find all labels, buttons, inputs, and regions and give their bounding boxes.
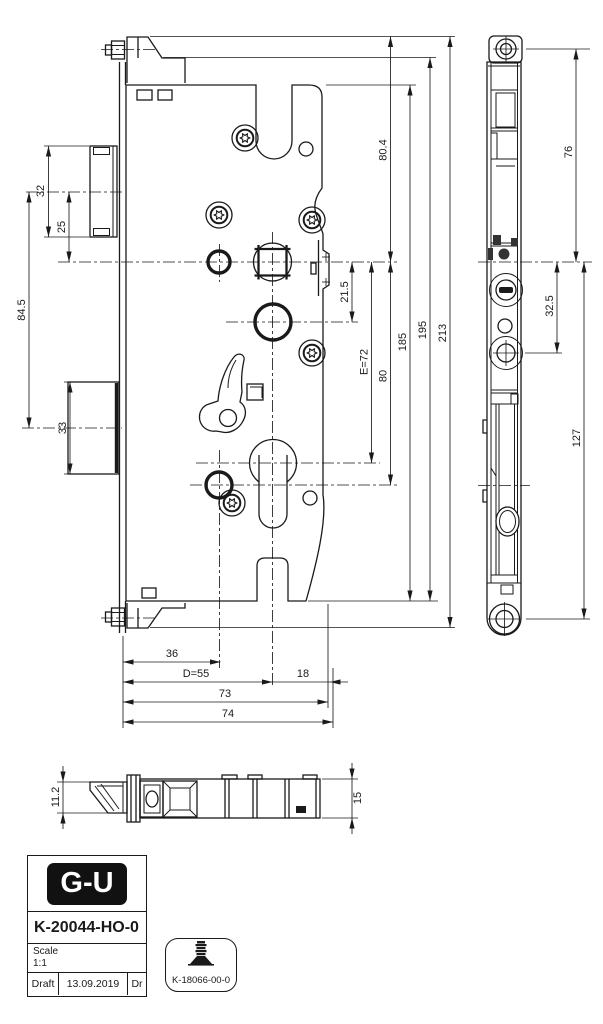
dim-faceplate-to-aux: 36 — [165, 648, 179, 660]
plan-view — [90, 775, 320, 822]
torx-screw — [299, 340, 325, 366]
case-slot-hole — [142, 588, 156, 598]
revision-row — [28, 973, 146, 995]
dim-follower-to-aux: 80 — [377, 369, 390, 383]
case-slot-hole — [158, 90, 172, 100]
title-block — [27, 855, 147, 997]
dim-latch-height: 32 — [35, 184, 47, 198]
top-fixing-tab — [127, 37, 185, 83]
side-dimensions — [525, 49, 590, 619]
dim-latch-projection: 11.2 — [50, 786, 62, 808]
plan-tab — [248, 775, 262, 779]
dim-overall-height: 213 — [437, 323, 449, 343]
scale-row — [28, 944, 146, 973]
plan-tab — [303, 775, 317, 779]
small-port-hole — [499, 249, 510, 260]
plan-faceplate — [127, 775, 140, 822]
dim-latch-to-follower: 25 — [56, 220, 68, 234]
torx-screw — [206, 202, 232, 228]
logo-row — [28, 856, 146, 912]
dim-top-to-follower: 80.4 — [377, 139, 390, 161]
dim-case-height: 185 — [397, 332, 409, 352]
round-hole — [299, 142, 313, 156]
dim-case-depth: 73 — [218, 688, 232, 700]
locking-cam-lever — [199, 354, 245, 432]
cross-screw-hole — [490, 337, 523, 370]
front-view — [22, 37, 397, 688]
dim-deadbolt-height: 33 — [57, 421, 69, 435]
accessory-box — [165, 938, 237, 992]
dim-overall-depth: 74 — [221, 708, 235, 720]
round-hole — [498, 319, 512, 333]
side-window — [496, 93, 515, 127]
drawn-label: Dr — [131, 978, 143, 990]
round-hole — [303, 491, 317, 505]
dim-backplate-height: 195 — [417, 320, 429, 340]
stop-block — [247, 384, 263, 400]
bottom-faceplate-screw — [112, 608, 125, 626]
side-body-outline — [487, 62, 521, 635]
lock-case-outline — [126, 85, 329, 601]
plan-follower-hole — [146, 791, 158, 807]
torx-screw — [299, 207, 325, 233]
front-dimensions — [16, 37, 455, 729]
top-screw — [493, 36, 519, 62]
dim-latch-to-deadbolt: 84.5 — [16, 299, 28, 321]
cylinder-slot — [496, 507, 519, 536]
dim-distance-e: E=72 — [358, 349, 371, 375]
dim-follower-to-hole: 32.5 — [544, 295, 556, 317]
side-clip — [311, 263, 316, 274]
case-slot-hole — [137, 90, 152, 100]
dim-backset: D=55 — [182, 668, 210, 680]
bottom-fixing-tab — [127, 603, 185, 628]
draft-label: Draft — [28, 973, 59, 995]
plan-chamfer-block — [163, 781, 197, 817]
scale-label: Scale — [33, 946, 59, 957]
top-faceplate-screw — [112, 41, 125, 59]
countersunk-screw-icon — [166, 939, 236, 969]
scale-value: 1:1 — [33, 958, 47, 969]
plan-latch-bevel — [90, 782, 127, 813]
dim-axis-to-back: 18 — [296, 668, 310, 680]
plan-screw-detail — [296, 806, 306, 813]
side-view — [478, 36, 592, 636]
accessory-part-number: K-18066-00-0 — [171, 975, 231, 986]
dim-case-thickness: 15 — [352, 791, 364, 805]
dim-follower-to-hub: 21.5 — [339, 281, 351, 303]
torx-screw — [232, 125, 258, 151]
torx-screw — [219, 490, 245, 516]
draft-date: 13.09.2019 — [59, 973, 128, 995]
part-number: K-20044-HO-0 — [28, 912, 146, 944]
euro-cylinder-hole — [250, 440, 297, 529]
dim-follower-to-bottom-screw: 127 — [571, 428, 583, 448]
plan-tab — [222, 775, 237, 779]
gu-logo: G-U — [47, 863, 127, 905]
dim-screw-to-follower: 76 — [563, 145, 575, 159]
